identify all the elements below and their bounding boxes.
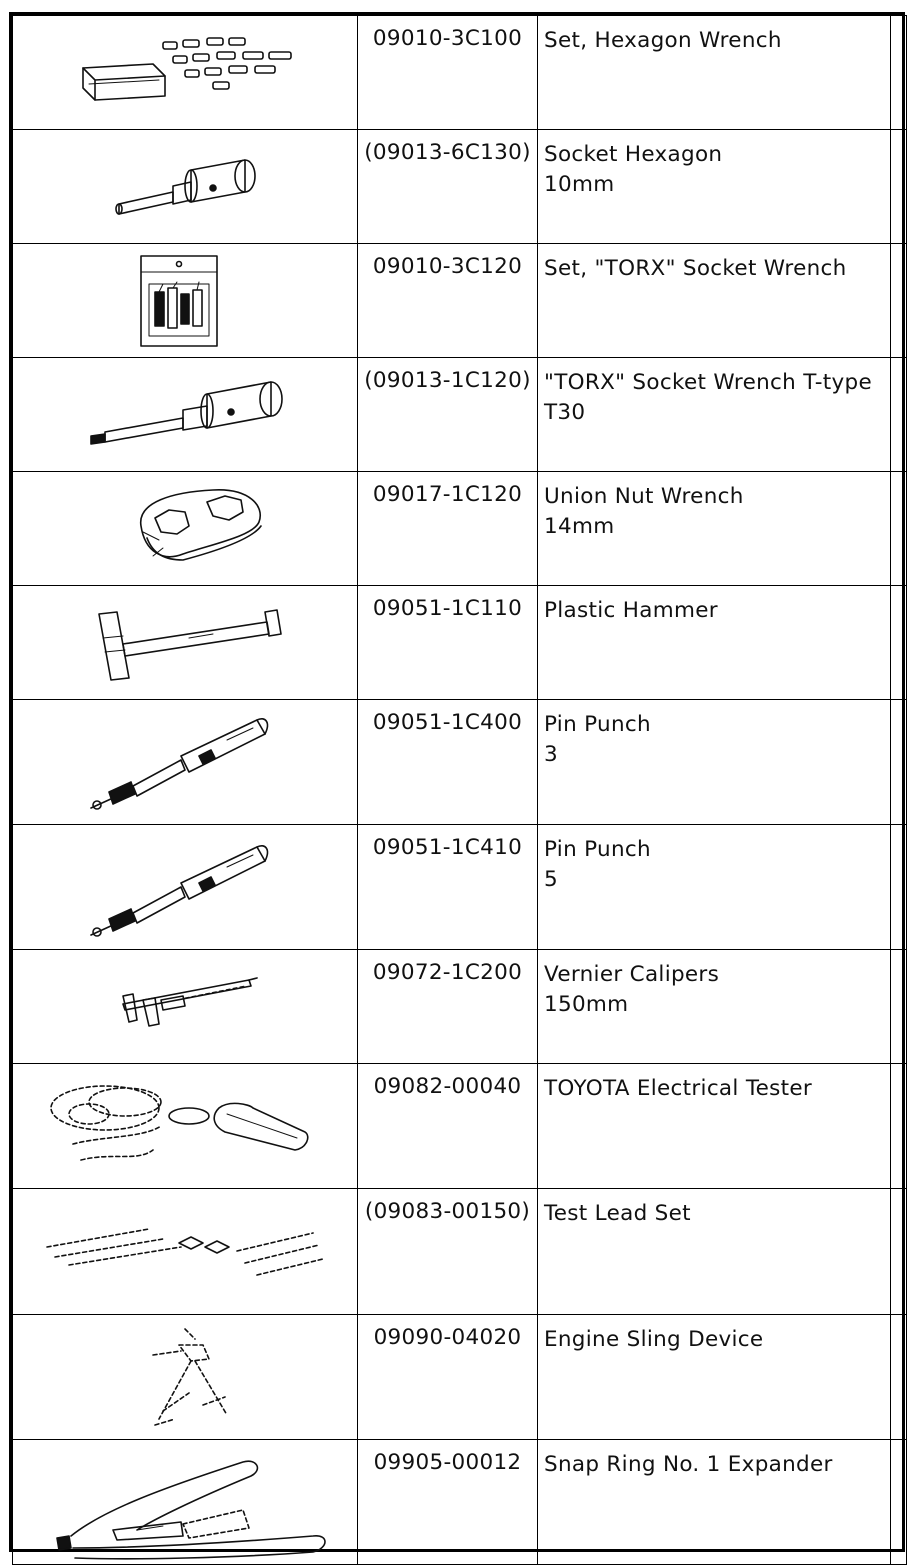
tool-detail: 150mm xyxy=(544,992,629,1017)
blank-cell xyxy=(891,1189,907,1315)
torx-socket-set-icon xyxy=(13,244,357,357)
part-number: (09083-00150) xyxy=(364,1199,531,1224)
part-number: 09905-00012 xyxy=(373,1450,522,1475)
tool-name: Pin Punch xyxy=(544,712,651,737)
tool-illustration-cell xyxy=(13,700,358,825)
tool-name-cell xyxy=(538,472,891,586)
tool-illustration-cell xyxy=(13,950,358,1064)
part-number-cell xyxy=(358,244,538,358)
table-row xyxy=(13,130,907,244)
tool-name-cell xyxy=(538,16,891,130)
electrical-tester-icon xyxy=(13,1064,357,1188)
blank-cell xyxy=(891,1440,907,1565)
part-number: 09017-1C120 xyxy=(372,482,523,507)
blank-cell xyxy=(891,586,907,700)
tool-name-cell xyxy=(538,586,891,700)
tool-name: Union Nut Wrench xyxy=(544,484,744,509)
tool-name-cell xyxy=(538,700,891,825)
tool-name: Snap Ring No. 1 Expander xyxy=(544,1452,833,1477)
snap-ring-expander-icon xyxy=(13,1440,357,1564)
part-number: 09051-1C400 xyxy=(372,710,523,735)
part-number-cell xyxy=(358,16,538,130)
tool-detail: T30 xyxy=(544,400,586,425)
tool-detail: 10mm xyxy=(544,172,615,197)
tool-name: TOYOTA Electrical Tester xyxy=(544,1076,813,1101)
tool-name: "TORX" Socket Wrench T-type xyxy=(544,370,872,395)
tool-illustration-cell xyxy=(13,244,358,358)
table-row xyxy=(13,244,907,358)
tool-illustration-cell xyxy=(13,1440,358,1565)
torx-socket-icon xyxy=(13,358,357,471)
blank-cell xyxy=(891,950,907,1064)
table-row xyxy=(13,586,907,700)
part-number: 09082-00040 xyxy=(373,1074,522,1099)
tool-detail: 3 xyxy=(544,742,558,767)
part-number-cell xyxy=(358,358,538,472)
special-tools-sheet xyxy=(9,12,905,1552)
part-number-cell xyxy=(358,1315,538,1440)
part-number-cell xyxy=(358,130,538,244)
part-number-cell xyxy=(358,586,538,700)
special-tools-table xyxy=(12,15,907,1565)
tool-name-cell xyxy=(538,358,891,472)
tool-illustration-cell xyxy=(13,825,358,950)
tool-illustration-cell xyxy=(13,16,358,130)
test-lead-set-icon xyxy=(13,1189,357,1314)
engine-sling-icon xyxy=(13,1315,357,1439)
part-number: 09090-04020 xyxy=(373,1325,522,1350)
pin-punch-icon xyxy=(13,825,357,949)
tool-illustration-cell xyxy=(13,1064,358,1189)
blank-cell xyxy=(891,1064,907,1189)
hexagon-wrench-set-icon xyxy=(13,16,357,129)
tool-illustration-cell xyxy=(13,472,358,586)
part-number: (09013-1C120) xyxy=(364,368,531,393)
part-number-cell xyxy=(358,700,538,825)
blank-cell xyxy=(891,700,907,825)
tool-name: Vernier Calipers xyxy=(544,962,720,987)
table-row xyxy=(13,358,907,472)
part-number: (09013-6C130) xyxy=(364,140,531,165)
hexagon-socket-icon xyxy=(13,130,357,243)
tool-illustration-cell xyxy=(13,130,358,244)
tool-name: Engine Sling Device xyxy=(544,1327,764,1352)
vernier-calipers-icon xyxy=(13,950,357,1063)
part-number-cell xyxy=(358,1064,538,1189)
blank-cell xyxy=(891,825,907,950)
part-number: 09051-1C410 xyxy=(372,835,523,860)
part-number: 09010-3C100 xyxy=(372,26,523,51)
tool-name: Socket Hexagon xyxy=(544,142,723,167)
tool-name-cell xyxy=(538,825,891,950)
part-number-cell xyxy=(358,825,538,950)
tool-illustration-cell xyxy=(13,586,358,700)
tool-name-cell xyxy=(538,950,891,1064)
table-row xyxy=(13,1189,907,1315)
part-number-cell xyxy=(358,950,538,1064)
blank-cell xyxy=(891,244,907,358)
blank-cell xyxy=(891,130,907,244)
tool-detail: 14mm xyxy=(544,514,615,539)
blank-cell xyxy=(891,358,907,472)
blank-cell xyxy=(891,1315,907,1440)
tool-name: Plastic Hammer xyxy=(544,598,718,623)
tool-name-cell xyxy=(538,1315,891,1440)
tool-name: Set, Hexagon Wrench xyxy=(544,28,782,53)
blank-cell xyxy=(891,16,907,130)
tool-detail: 5 xyxy=(544,867,558,892)
tool-name-cell xyxy=(538,244,891,358)
table-row xyxy=(13,825,907,950)
tool-illustration-cell xyxy=(13,1315,358,1440)
blank-cell xyxy=(891,472,907,586)
tool-name-cell xyxy=(538,1064,891,1189)
part-number: 09051-1C110 xyxy=(372,596,523,621)
part-number-cell xyxy=(358,472,538,586)
plastic-hammer-icon xyxy=(13,586,357,699)
part-number: 09010-3C120 xyxy=(372,254,523,279)
tool-illustration-cell xyxy=(13,1189,358,1315)
part-number-cell xyxy=(358,1189,538,1315)
tool-illustration-cell xyxy=(13,358,358,472)
table-row xyxy=(13,1440,907,1565)
pin-punch-icon xyxy=(13,700,357,824)
table-row xyxy=(13,16,907,130)
union-nut-wrench-icon xyxy=(13,472,357,585)
part-number-cell xyxy=(358,1440,538,1565)
tool-name: Pin Punch xyxy=(544,837,651,862)
table-row xyxy=(13,472,907,586)
tool-name-cell xyxy=(538,1440,891,1565)
tool-name-cell xyxy=(538,130,891,244)
tool-name-cell xyxy=(538,1189,891,1315)
table-row xyxy=(13,950,907,1064)
table-row xyxy=(13,1064,907,1189)
part-number: 09072-1C200 xyxy=(372,960,523,985)
tool-name: Test Lead Set xyxy=(544,1201,691,1226)
table-row xyxy=(13,1315,907,1440)
table-row xyxy=(13,700,907,825)
tool-name: Set, "TORX" Socket Wrench xyxy=(544,256,847,281)
